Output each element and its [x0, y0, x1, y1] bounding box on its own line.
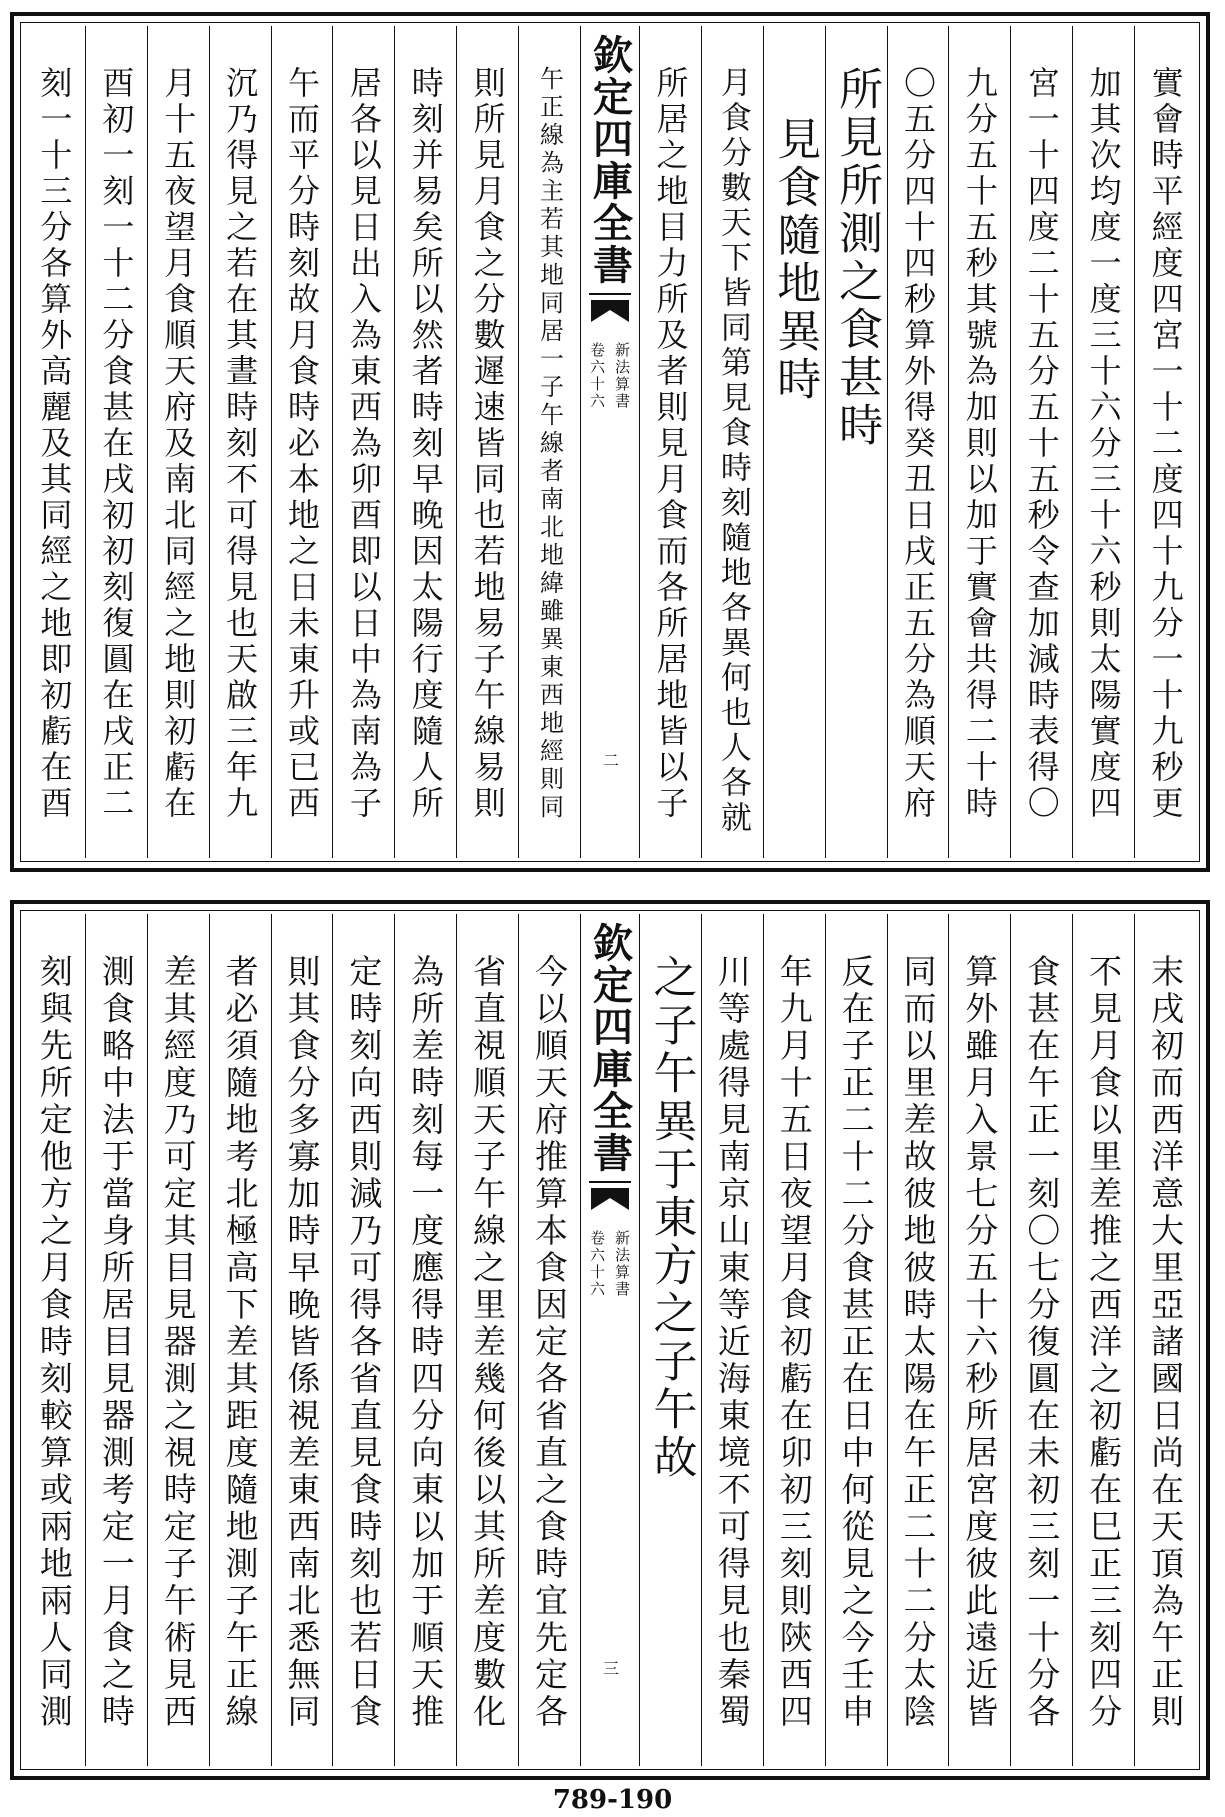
text-column: 年九月十五日夜望月食初虧在卯初三刻則陝西四 — [763, 914, 825, 1766]
text-column: 算外雖月入景七分五十六秒所居宮度彼此遠近皆 — [948, 914, 1010, 1766]
spine-volume: 卷六十六 — [587, 342, 606, 410]
page-footer-number: 789-190 — [552, 1785, 673, 1815]
text-column: 月食分數天下皆同第見食時刻隨地各異何也人各就 — [701, 26, 763, 858]
text-column: 定時刻向西則減乃可得各省直見食時刻也若日食 — [332, 914, 394, 1766]
spine-folio-number: 二 — [600, 752, 620, 768]
text-column: 宮一十四度二十五分五十五秒令查加減時表得〇 — [1010, 26, 1072, 858]
spine-meta — [587, 1230, 633, 1298]
page-spine — [580, 914, 639, 1766]
text-column: 居各以見日出入為東西為卯酉即以日中為南為子 — [332, 26, 394, 858]
text-column: 刻一十三分各算外高麗及其同經之地即初虧在酉 — [35, 66, 74, 822]
fishtail-mark-icon — [589, 1180, 631, 1214]
text-column: 者必須隨地考北極高下差其距度隨地測子午正線 — [209, 914, 271, 1766]
text-column: 為所差時刻每一度應得時四分向東以加于順天推 — [394, 914, 456, 1766]
fishtail-mark-icon — [589, 292, 631, 326]
text-column: 省直視順天子午線之里差幾何後以其所差度數化 — [456, 914, 518, 1766]
text-column: 差其經度乃可定其目見器測之視時定子午術見西 — [147, 914, 209, 1766]
text-column: 不見月食以里差推之西洋之初虧在巳正三刻四分 — [1072, 914, 1134, 1766]
text-column: 今以順天府推算本食因定各省直之食時宜先定各 — [518, 914, 580, 1766]
text-column: 反在子正二十二分食甚正在日中何從見之今壬申 — [825, 914, 887, 1766]
spine-book-title: 新法算書 — [612, 1230, 631, 1298]
text-column: 沉乃得見之若在其晝時刻不可得見也天啟三年九 — [209, 26, 271, 858]
text-column: 午而平分時刻故月食時必本地之日未東升或已西 — [271, 26, 333, 858]
text-column: 則其食分多寡加時早晚皆係視差東西南北悉無同 — [271, 914, 333, 1766]
text-column: 食甚在午正一刻〇七分復圓在未初三刻一十分各 — [1010, 914, 1072, 1766]
spine-title: 欽定四庫全書 — [586, 922, 634, 1174]
text-column: 所居之地目力所及者則見月食而各所居地皆以子 — [639, 26, 701, 858]
text-column: 刻與先所定他方之月食時刻較算或兩地兩人同測 — [34, 954, 74, 1731]
text-column: 所見所測之食甚時 — [825, 26, 887, 858]
text-column: 同而以里差故彼地彼時太陽在午正二十二分太陰 — [887, 914, 949, 1766]
section-heading: 見食隨地異時 — [763, 26, 825, 858]
text-column: 之子午異于東方之子午故 — [639, 914, 701, 1766]
text-column: 〇五分四十四秒算外得癸丑日戌正五分為順天府 — [887, 26, 949, 858]
text-column: 時刻并易矣所以然者時刻早晚因太陽行度隨人所 — [394, 26, 456, 858]
spine-title: 欽定四庫全書 — [586, 34, 634, 286]
spine-meta — [587, 342, 633, 410]
text-column: 月十五夜望月食順天府及南北同經之地則初虧在 — [147, 26, 209, 858]
text-column: 川等處得見南京山東等近海東境不可得見也秦蜀 — [701, 914, 763, 1766]
text-column: 則所見月食之分數遲速皆同也若地易子午線易則 — [456, 26, 518, 858]
text-column: 測食略中法于當身所居目見器測考定一月食之時 — [85, 914, 147, 1766]
spine-folio-number: 三 — [600, 1660, 620, 1676]
text-column: 實會時平經度四宮一十二度四十九分一十九秒更 — [1134, 26, 1196, 858]
spine-volume: 卷六十六 — [587, 1230, 606, 1298]
lower-page — [10, 900, 1210, 1780]
text-column: 加其次均度一度三十六分三十六秒則太陽實度四 — [1072, 26, 1134, 858]
page-spine — [580, 26, 639, 858]
text-column: 九分五十五秒其號為加則以加于實會共得二十時 — [948, 26, 1010, 858]
lower-page-columns — [24, 914, 1196, 1766]
spine-book-title: 新法算書 — [612, 342, 631, 410]
text-column: 酉初一刻一十二分食甚在戌初初刻復圓在戌正二 — [85, 26, 147, 858]
text-column: 午正線為主若其地同居一子午線者南北地緯雖異東西地經則同 — [518, 26, 580, 858]
upper-page-columns — [24, 26, 1196, 858]
upper-page — [10, 12, 1210, 872]
text-column: 末戌初而西洋意大里亞諸國日尚在天頂為午正則 — [1134, 914, 1196, 1766]
